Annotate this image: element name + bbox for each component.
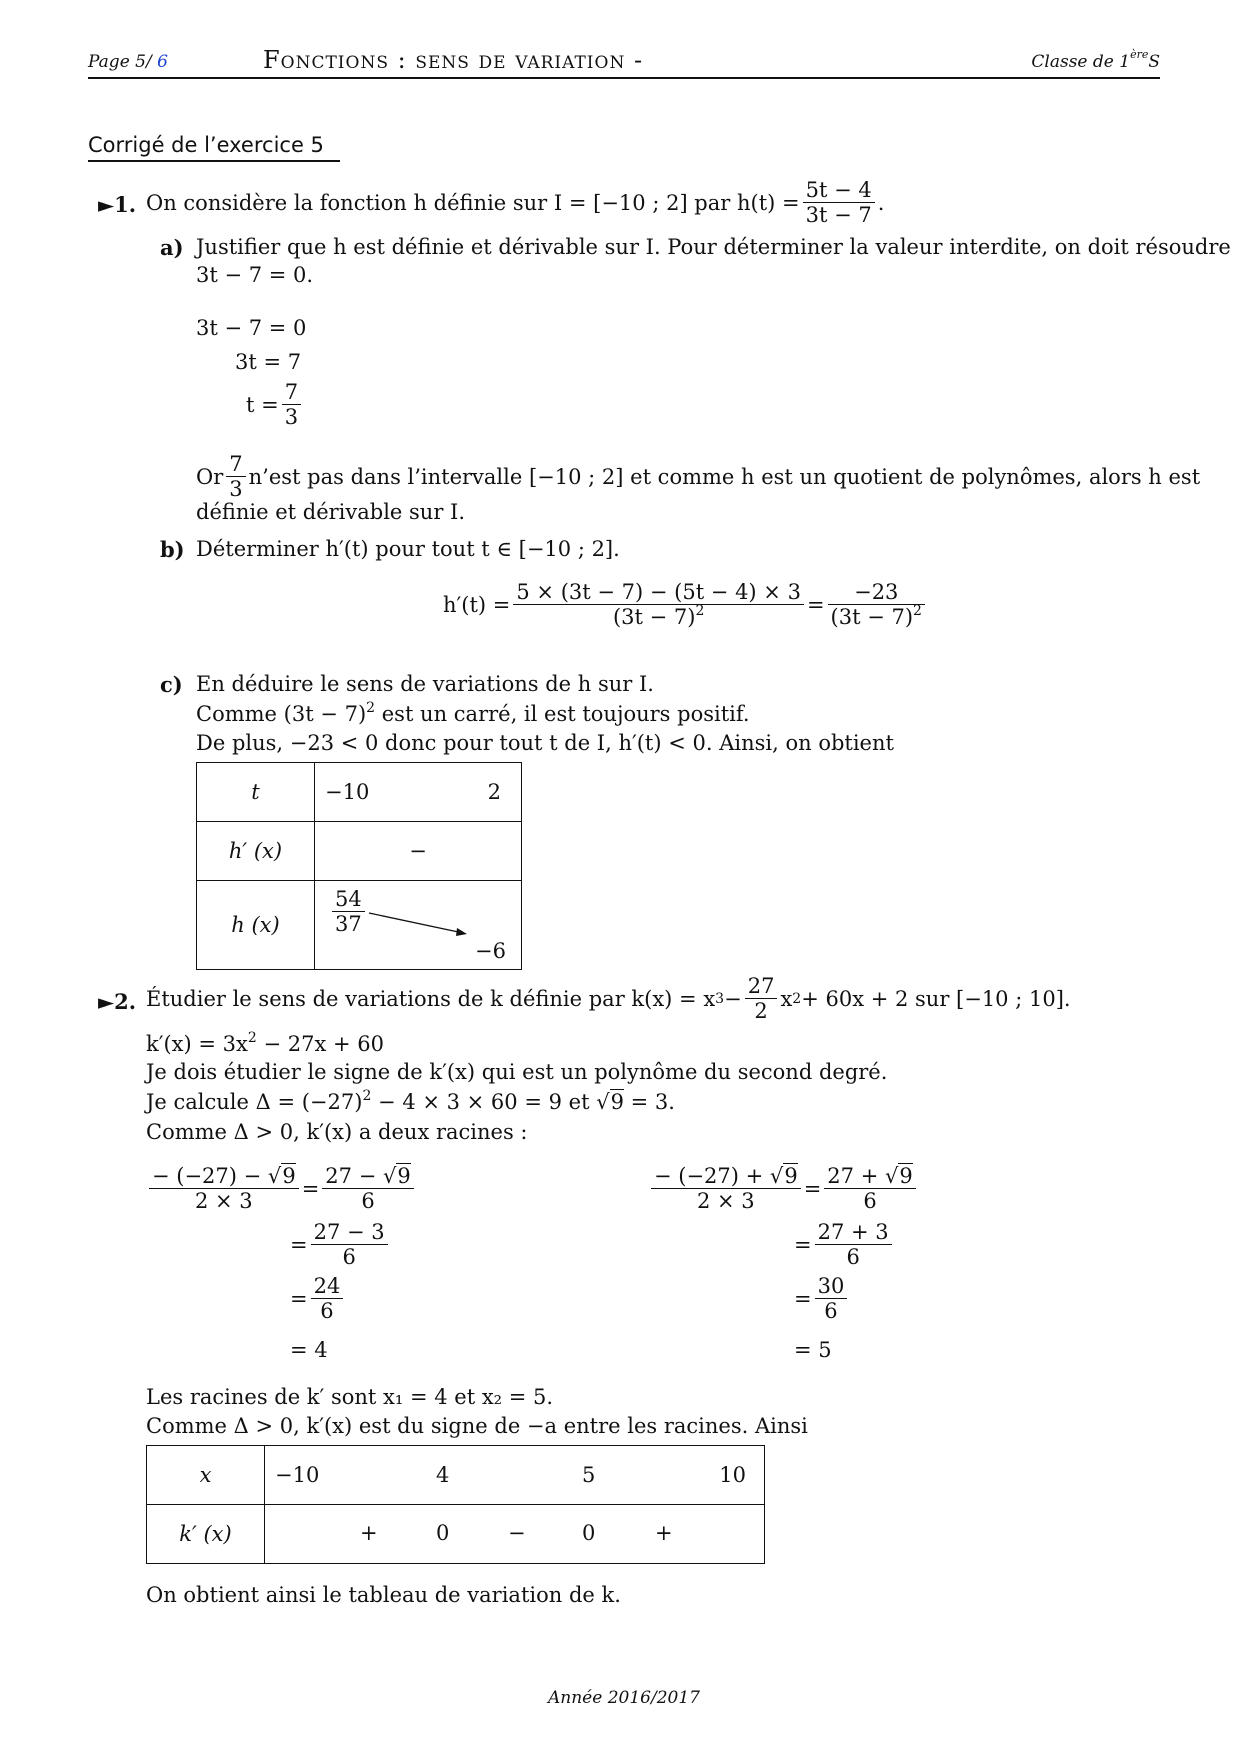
ex1-marker: ►1.	[98, 192, 137, 217]
ex2-line2: Je dois étudier le signe de k′(x) qui est un polynôme du second degré.	[146, 1060, 888, 1084]
header-page-number: Page 5/ 6	[88, 52, 168, 72]
table-var-values: −10 2	[315, 763, 522, 822]
table-derivative-sign: −	[315, 822, 522, 881]
sign-table-values: −10 4 5 10	[265, 1446, 765, 1505]
header-title: Fonctions : sens de variation -	[263, 46, 644, 74]
sign-line: Comme Δ > 0, k′(x) est du signe de −a entre les racines. Ainsi	[146, 1414, 808, 1438]
header-class: Classe de 1èreS	[1031, 48, 1160, 72]
root1-result: = 4	[290, 1338, 328, 1362]
sign-table-var-label: x	[147, 1446, 265, 1505]
roots-line: Les racines de k′ sont x₁ = 4 et x₂ = 5.	[146, 1385, 554, 1409]
section-title: Corrigé de l’exercice 5	[88, 133, 324, 157]
page-total-link[interactable]: 6	[157, 52, 168, 72]
ex1-or-text: Or $\frac{7}{3}$ n’est pas dans l’intervalle [−10 ; 2] et comme h est un quotient de polynômes, alors h est	[196, 452, 1201, 502]
footer-year: Année 2016/2017	[548, 1688, 700, 1708]
root2-line1: $\frac{- (-27) + √9}{2 \times 3}$ = $\frac{27 + √9}{6}$	[648, 1164, 919, 1213]
ex2-line3: Je calcule $\Delta = (-27)^2 - 4 \times 3 \times 60 = 9$ et √9 = 3.	[146, 1088, 675, 1114]
ex1-b-label: b)	[160, 537, 185, 562]
root1-line2: = $\frac{27 - 3}{6}$	[290, 1220, 391, 1269]
decreasing-arrow-icon	[367, 909, 487, 949]
ex1-b-text: Déterminer h′(t) pour tout t ∈ [−10 ; 2].	[196, 537, 620, 561]
section-underline	[88, 160, 340, 162]
root2-line3: = $\frac{30}{6}$	[794, 1274, 850, 1323]
ex2-final: On obtient ainsi le tableau de variation de k.	[146, 1583, 621, 1607]
root2-result: = 5	[794, 1338, 832, 1362]
sign-table-signs: + 0 − 0 +	[265, 1505, 765, 1564]
table-derivative-label: h′ (x)	[197, 822, 315, 881]
table-function-variation: $\frac{54}{37}$ −6	[315, 881, 522, 970]
root1-line3: = $\frac{24}{6}$	[290, 1274, 346, 1323]
ex1-intro: On considère la fonction h définie sur I = [−10 ; 2] par h(t) = $\frac{5t - 4}{3t - 7}$ .	[146, 178, 885, 228]
ex1-c-label: c)	[160, 672, 183, 697]
eq-line-1: 3t − 7 = 0	[196, 316, 307, 340]
root2-line2: = $\frac{27 + 3}{6}$	[794, 1220, 895, 1269]
table-function-label: h (x)	[197, 881, 315, 970]
ex2-line4: Comme Δ > 0, k′(x) a deux racines :	[146, 1120, 528, 1144]
ex1-c-text-3: De plus, −23 < 0 donc pour tout t de I, h′(t) < 0. Ainsi, on obtient	[196, 731, 894, 755]
sign-table-k	[146, 1445, 765, 1564]
ex1-a-text-2: 3t − 7 = 0.	[196, 263, 314, 287]
variation-table-h	[196, 762, 522, 970]
ex1-c-text-2: Comme $(3t - 7)^2$ est un carré, il est toujours positif.	[196, 700, 750, 726]
eq-line-3: t = $\frac{7}{3}$	[246, 380, 304, 429]
header-rule	[88, 77, 1160, 79]
ex1-or-text-2: définie et dérivable sur I.	[196, 500, 466, 524]
ex1-a-text: Justifier que h est définie et dérivable sur I. Pour déterminer la valeur interdite, on doit résoudre	[196, 235, 1231, 259]
ex2-derivative: $k'(x) = 3x^2 - 27x + 60$	[146, 1030, 384, 1056]
sign-table-derivative-label: k′ (x)	[147, 1505, 265, 1564]
ex2-intro: Étudier le sens de variations de k définie par k(x) = x 3 − $\frac{27}{2}$ x 2 + 60x + 2 sur [−10 ; 10].	[146, 974, 1071, 1024]
ex1-c-text-1: En déduire le sens de variations de h sur I.	[196, 672, 654, 696]
ex1-derivative: h′(t) = $\frac{5 \times (3t - 7) - (5t - 4) \times 3}{(3t - 7)^2}$ = $\frac{-23}{(3t - 7)^2}$	[443, 580, 928, 629]
eq-line-2: 3t = 7	[235, 350, 302, 374]
ex2-marker: ►2.	[98, 989, 137, 1014]
ex1-a-label: a)	[160, 235, 184, 260]
table-var-label: t	[197, 763, 315, 822]
root1-line1: $\frac{- (-27) - √9}{2 \times 3}$ = $\frac{27 - √9}{6}$	[146, 1164, 417, 1213]
